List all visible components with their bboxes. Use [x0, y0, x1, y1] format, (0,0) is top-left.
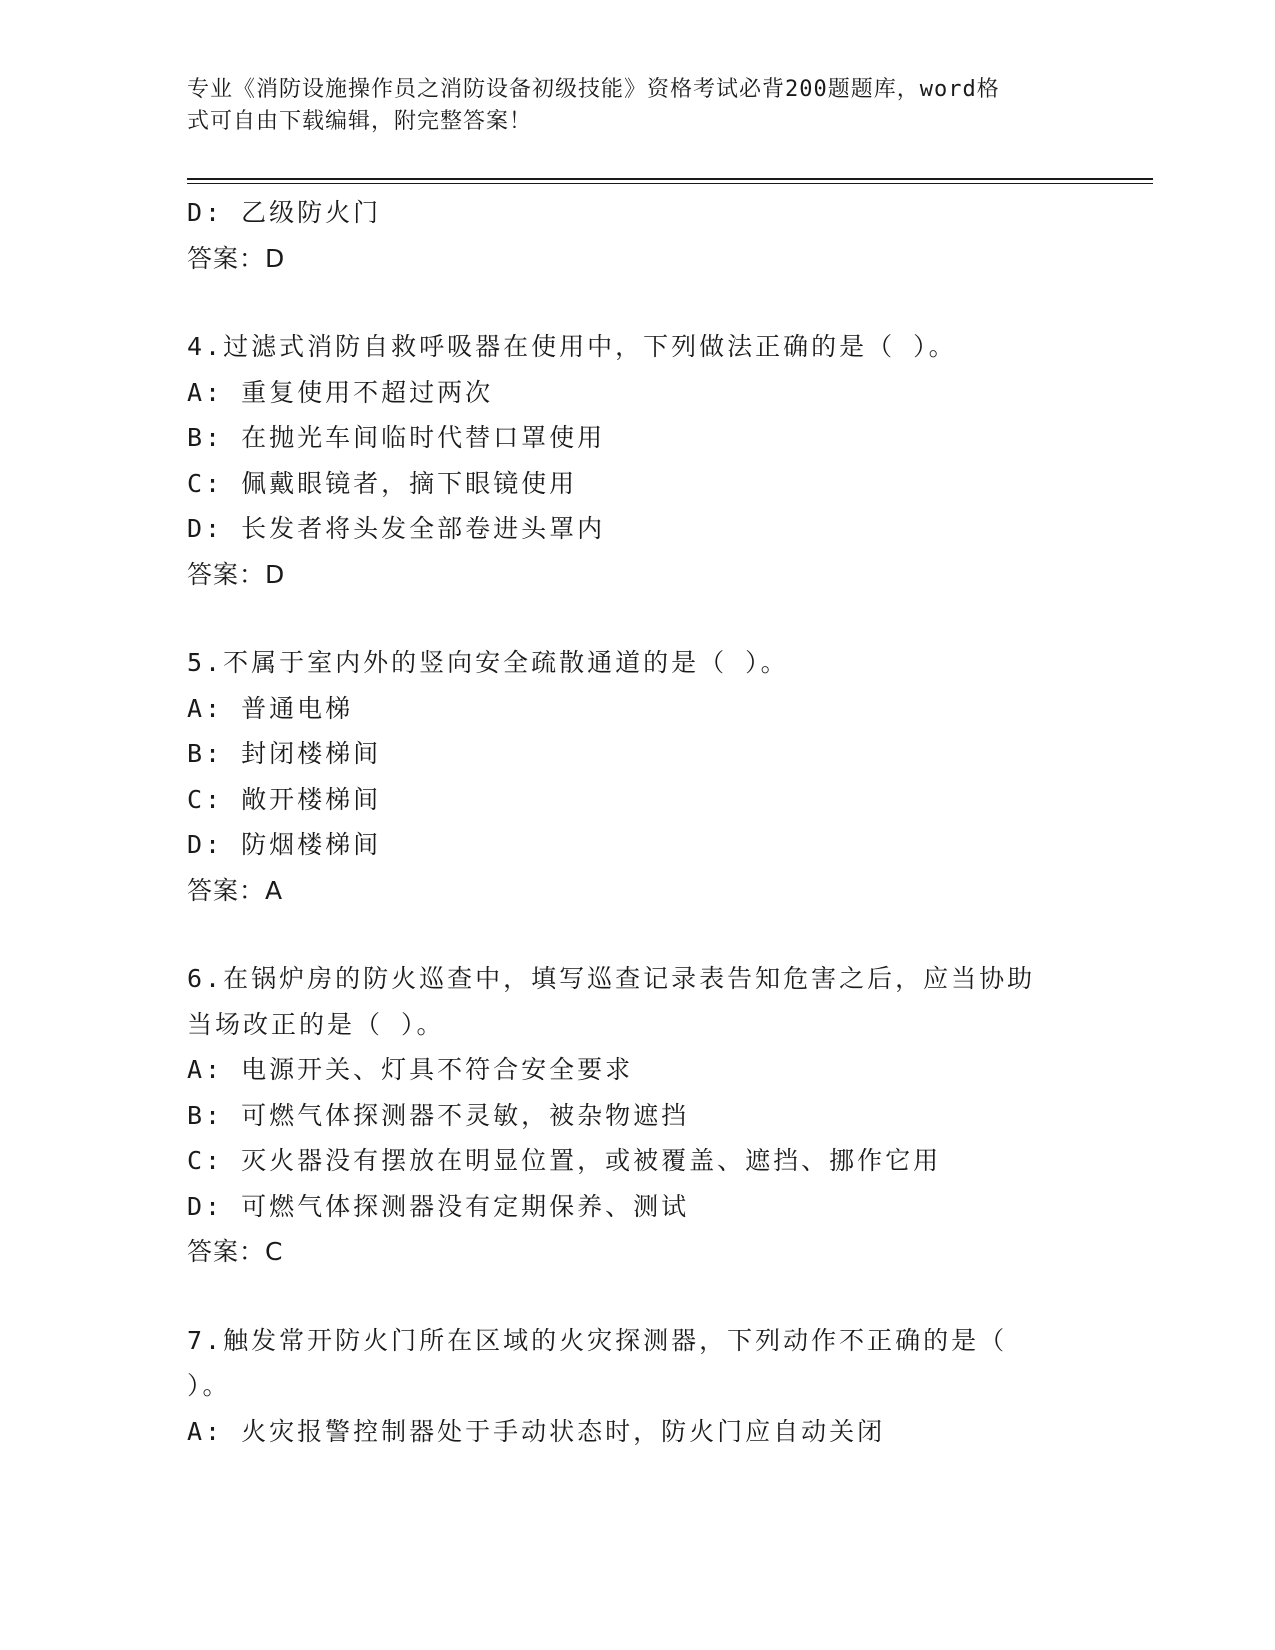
question-3-tail: [187, 190, 1087, 281]
q4-stem: 4.过滤式消防自救呼吸器在使用中，下列做法正确的是（ ）。: [187, 332, 957, 361]
q4-option-b: B: 在抛光车间临时代替口罩使用: [187, 423, 606, 452]
q7-option-a: A: 火灾报警控制器处于手动状态时，防火门应自动关闭: [187, 1416, 886, 1446]
question-5: [187, 640, 1087, 913]
q5-option-c: C: 敞开楼梯间: [187, 784, 382, 814]
q6-option-b: B: 可燃气体探测器不灵敏，被杂物遮挡: [187, 1100, 690, 1130]
q6-option-d: D: 可燃气体探测器没有定期保养、测试: [187, 1191, 690, 1221]
q5-stem: 5.不属于室内外的竖向安全疏散通道的是（ ）。: [187, 648, 789, 677]
header-divider-thin: [187, 183, 1153, 184]
q6-option-c: C: 灭火器没有摆放在明显位置，或被覆盖、遮挡、挪作它用: [187, 1146, 942, 1175]
spacer: [187, 597, 1087, 640]
header-divider-thick: [187, 178, 1153, 180]
q6-stem-line-2: 当场改正的是（ ）。: [187, 1009, 445, 1039]
question-list: [187, 190, 1087, 1454]
header-title-line-1: 专业《消防设施操作员之消防设备初级技能》资格考试必背200题题库，word格: [187, 77, 1000, 102]
q4-option-a: A: 重复使用不超过两次: [187, 377, 494, 407]
q3-option-d: D: 乙级防火门: [187, 198, 382, 227]
q6-option-a: A: 电源开关、灯具不符合安全要求: [187, 1055, 634, 1084]
spacer: [187, 913, 1087, 956]
document-header: [187, 74, 1067, 138]
q4-option-c: C: 佩戴眼镜者，摘下眼镜使用: [187, 468, 578, 498]
question-6: [187, 956, 1087, 1275]
q3-answer: 答案：D: [187, 243, 286, 273]
question-4: [187, 324, 1087, 597]
q7-stem-line-2: ）。: [187, 1371, 231, 1400]
spacer: [187, 281, 1087, 324]
q7-stem-line-1: 7.触发常开防火门所在区域的火灾探测器，下列动作不正确的是（: [187, 1325, 1008, 1355]
q6-answer: 答案：C: [187, 1237, 284, 1266]
q5-option-d: D: 防烟楼梯间: [187, 830, 382, 859]
q4-option-d: D: 长发者将头发全部卷进头罩内: [187, 514, 606, 543]
q4-answer: 答案：D: [187, 559, 286, 589]
header-title-line-2: 式可自由下载编辑，附完整答案！: [187, 109, 533, 134]
q5-option-a: A: 普通电梯: [187, 693, 354, 723]
spacer: [187, 1275, 1087, 1318]
q5-answer: 答案：A: [187, 875, 284, 905]
q5-option-b: B: 封闭楼梯间: [187, 739, 382, 768]
q6-stem-line-1: 6.在锅炉房的防火巡查中，填写巡查记录表告知危害之后，应当协助: [187, 964, 1036, 993]
question-7: [187, 1318, 1087, 1455]
